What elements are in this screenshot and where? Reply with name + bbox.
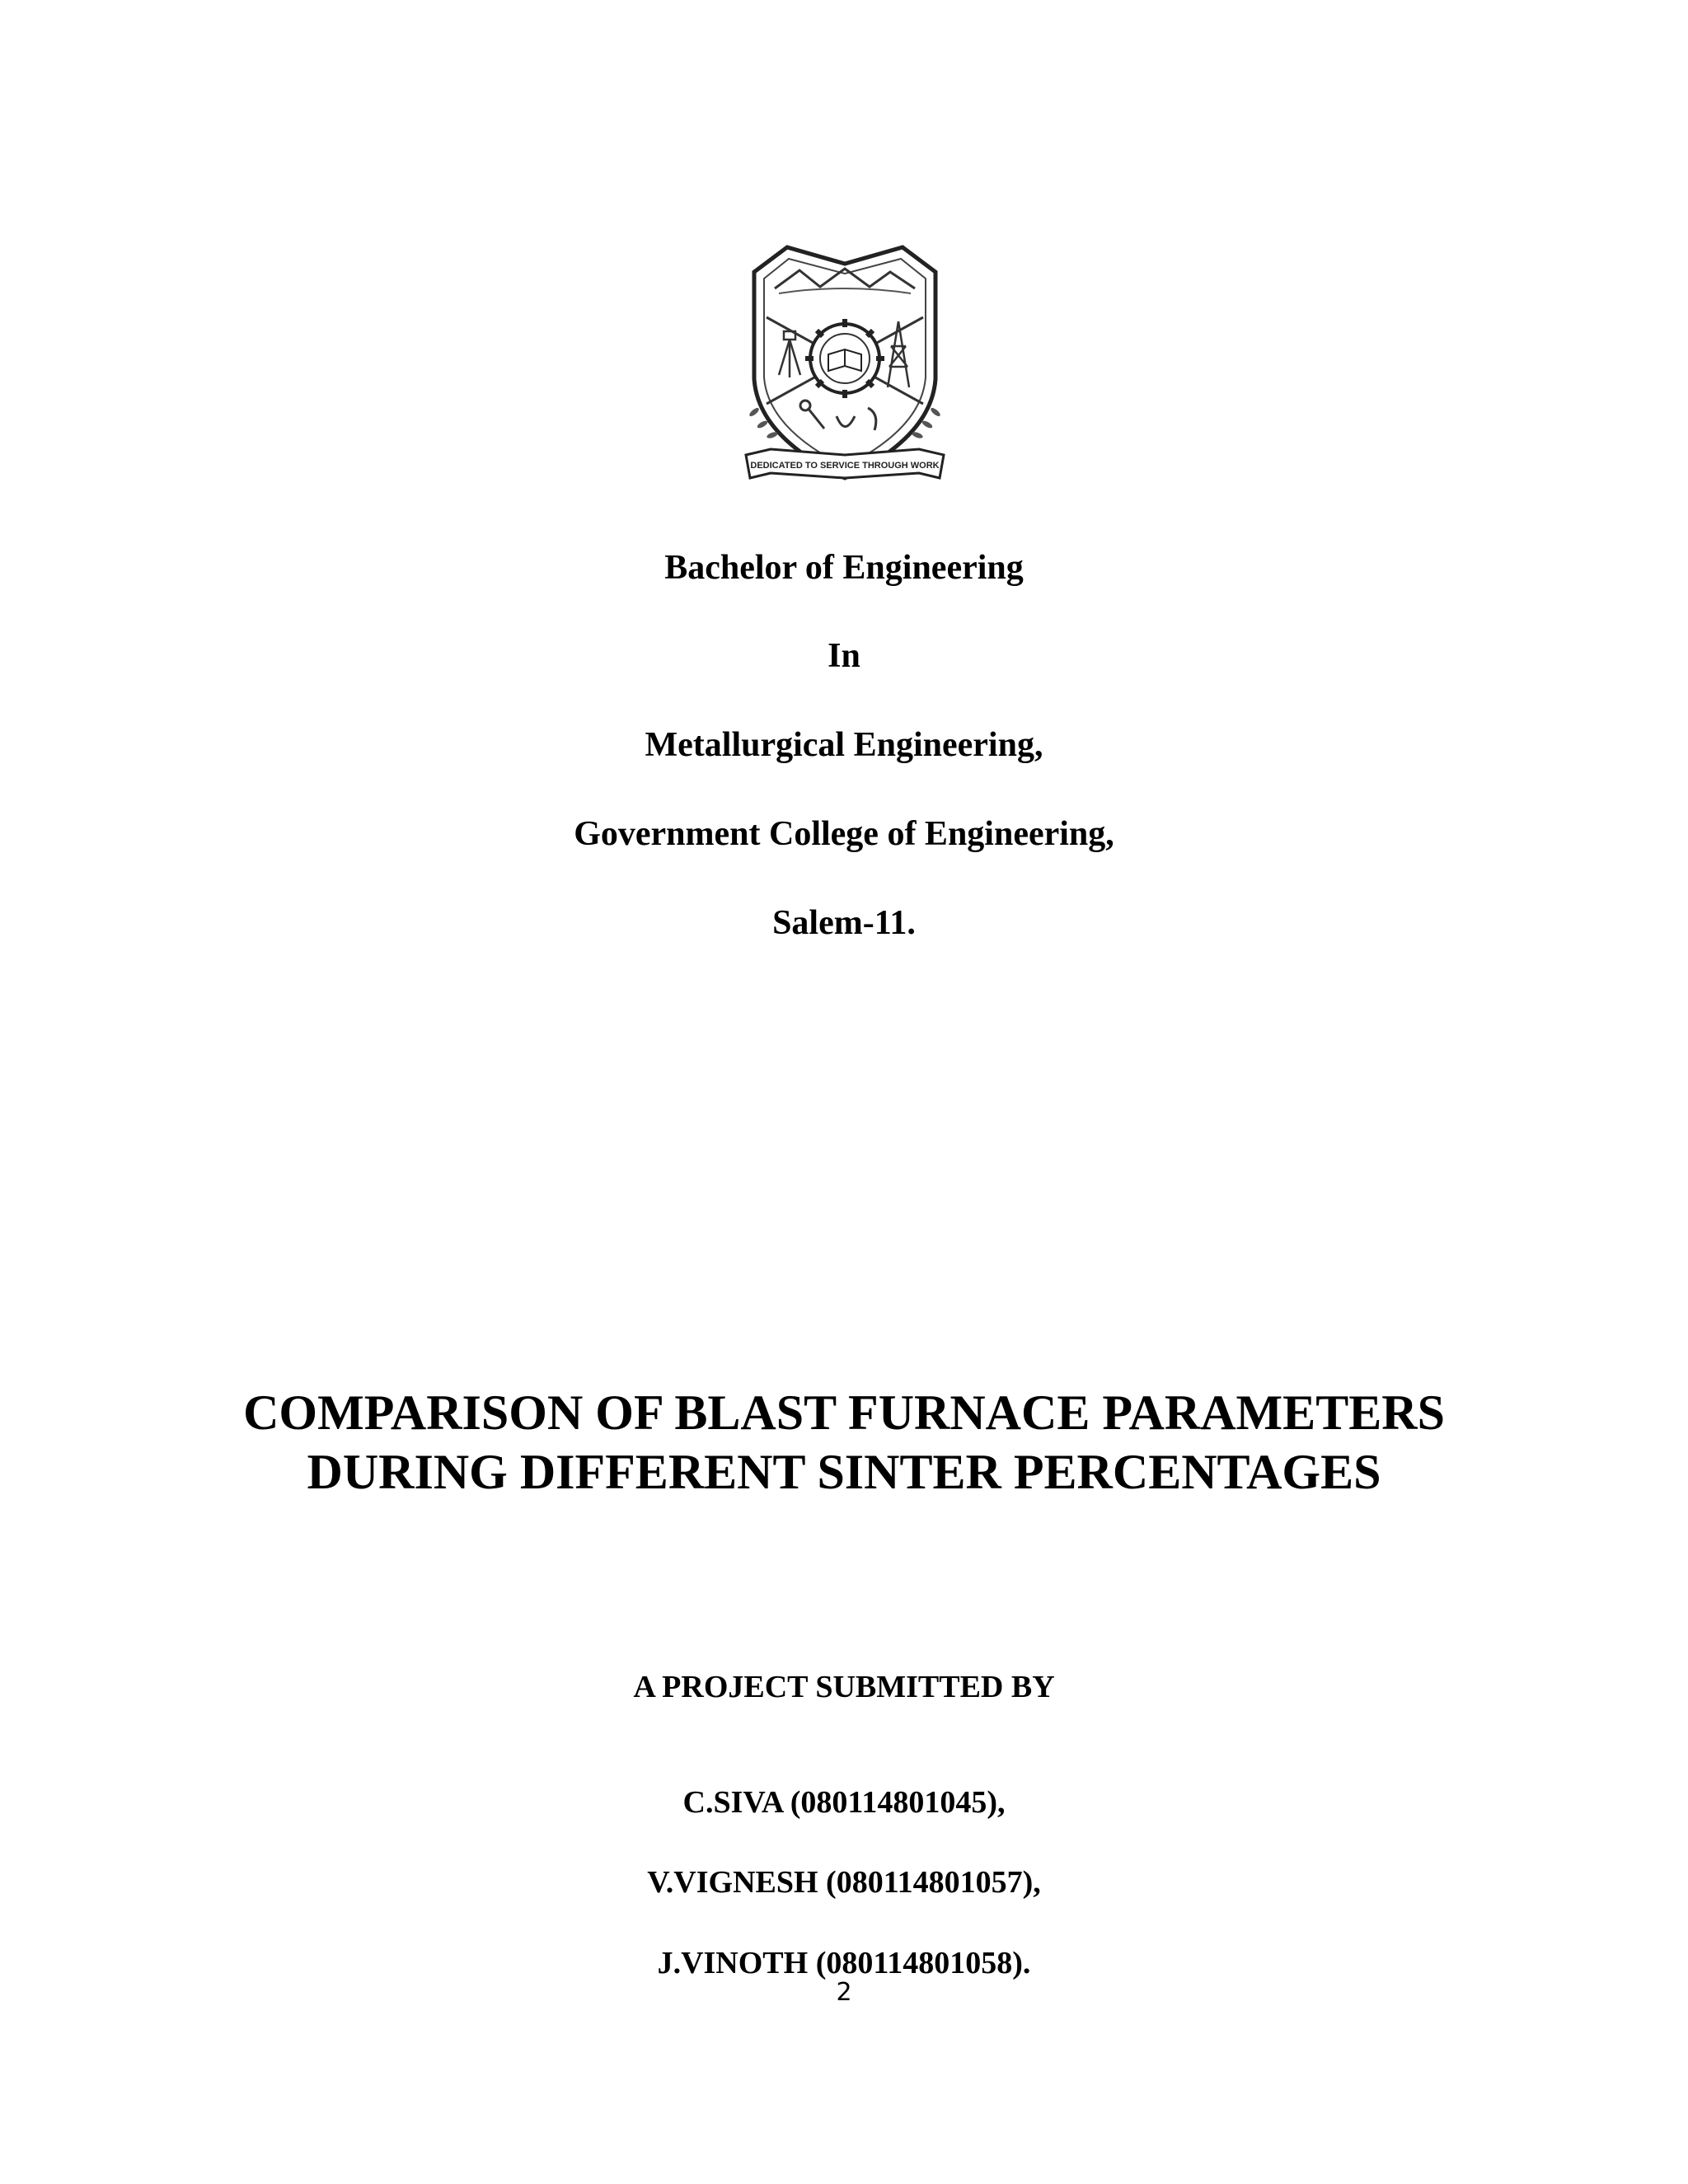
degree-in-line: In <box>828 637 860 675</box>
svg-text:DEDICATED TO SERVICE THROUGH W: DEDICATED TO SERVICE THROUGH WORK <box>750 461 940 471</box>
author-3: J.VINOTH (080114801058). <box>657 1946 1031 1980</box>
project-title-line-2: DURING DIFFERENT SINTER PERCENTAGES <box>307 1445 1381 1499</box>
author-2: V.VIGNESH (080114801057), <box>647 1865 1041 1900</box>
college-emblem-logo <box>729 239 960 503</box>
author-1: C.SIVA (080114801045), <box>682 1785 1006 1820</box>
degree-line: Bachelor of Engineering <box>664 549 1024 587</box>
college-line: Government College of Engineering, <box>574 815 1114 853</box>
department-line: Metallurgical Engineering, <box>645 726 1043 764</box>
location-line: Salem-11. <box>772 904 916 942</box>
page-number: 2 <box>836 1978 852 2007</box>
project-title-line-1: COMPARISON OF BLAST FURNACE PARAMETERS <box>243 1385 1445 1440</box>
submitted-by-heading: A PROJECT SUBMITTED BY <box>633 1670 1055 1704</box>
